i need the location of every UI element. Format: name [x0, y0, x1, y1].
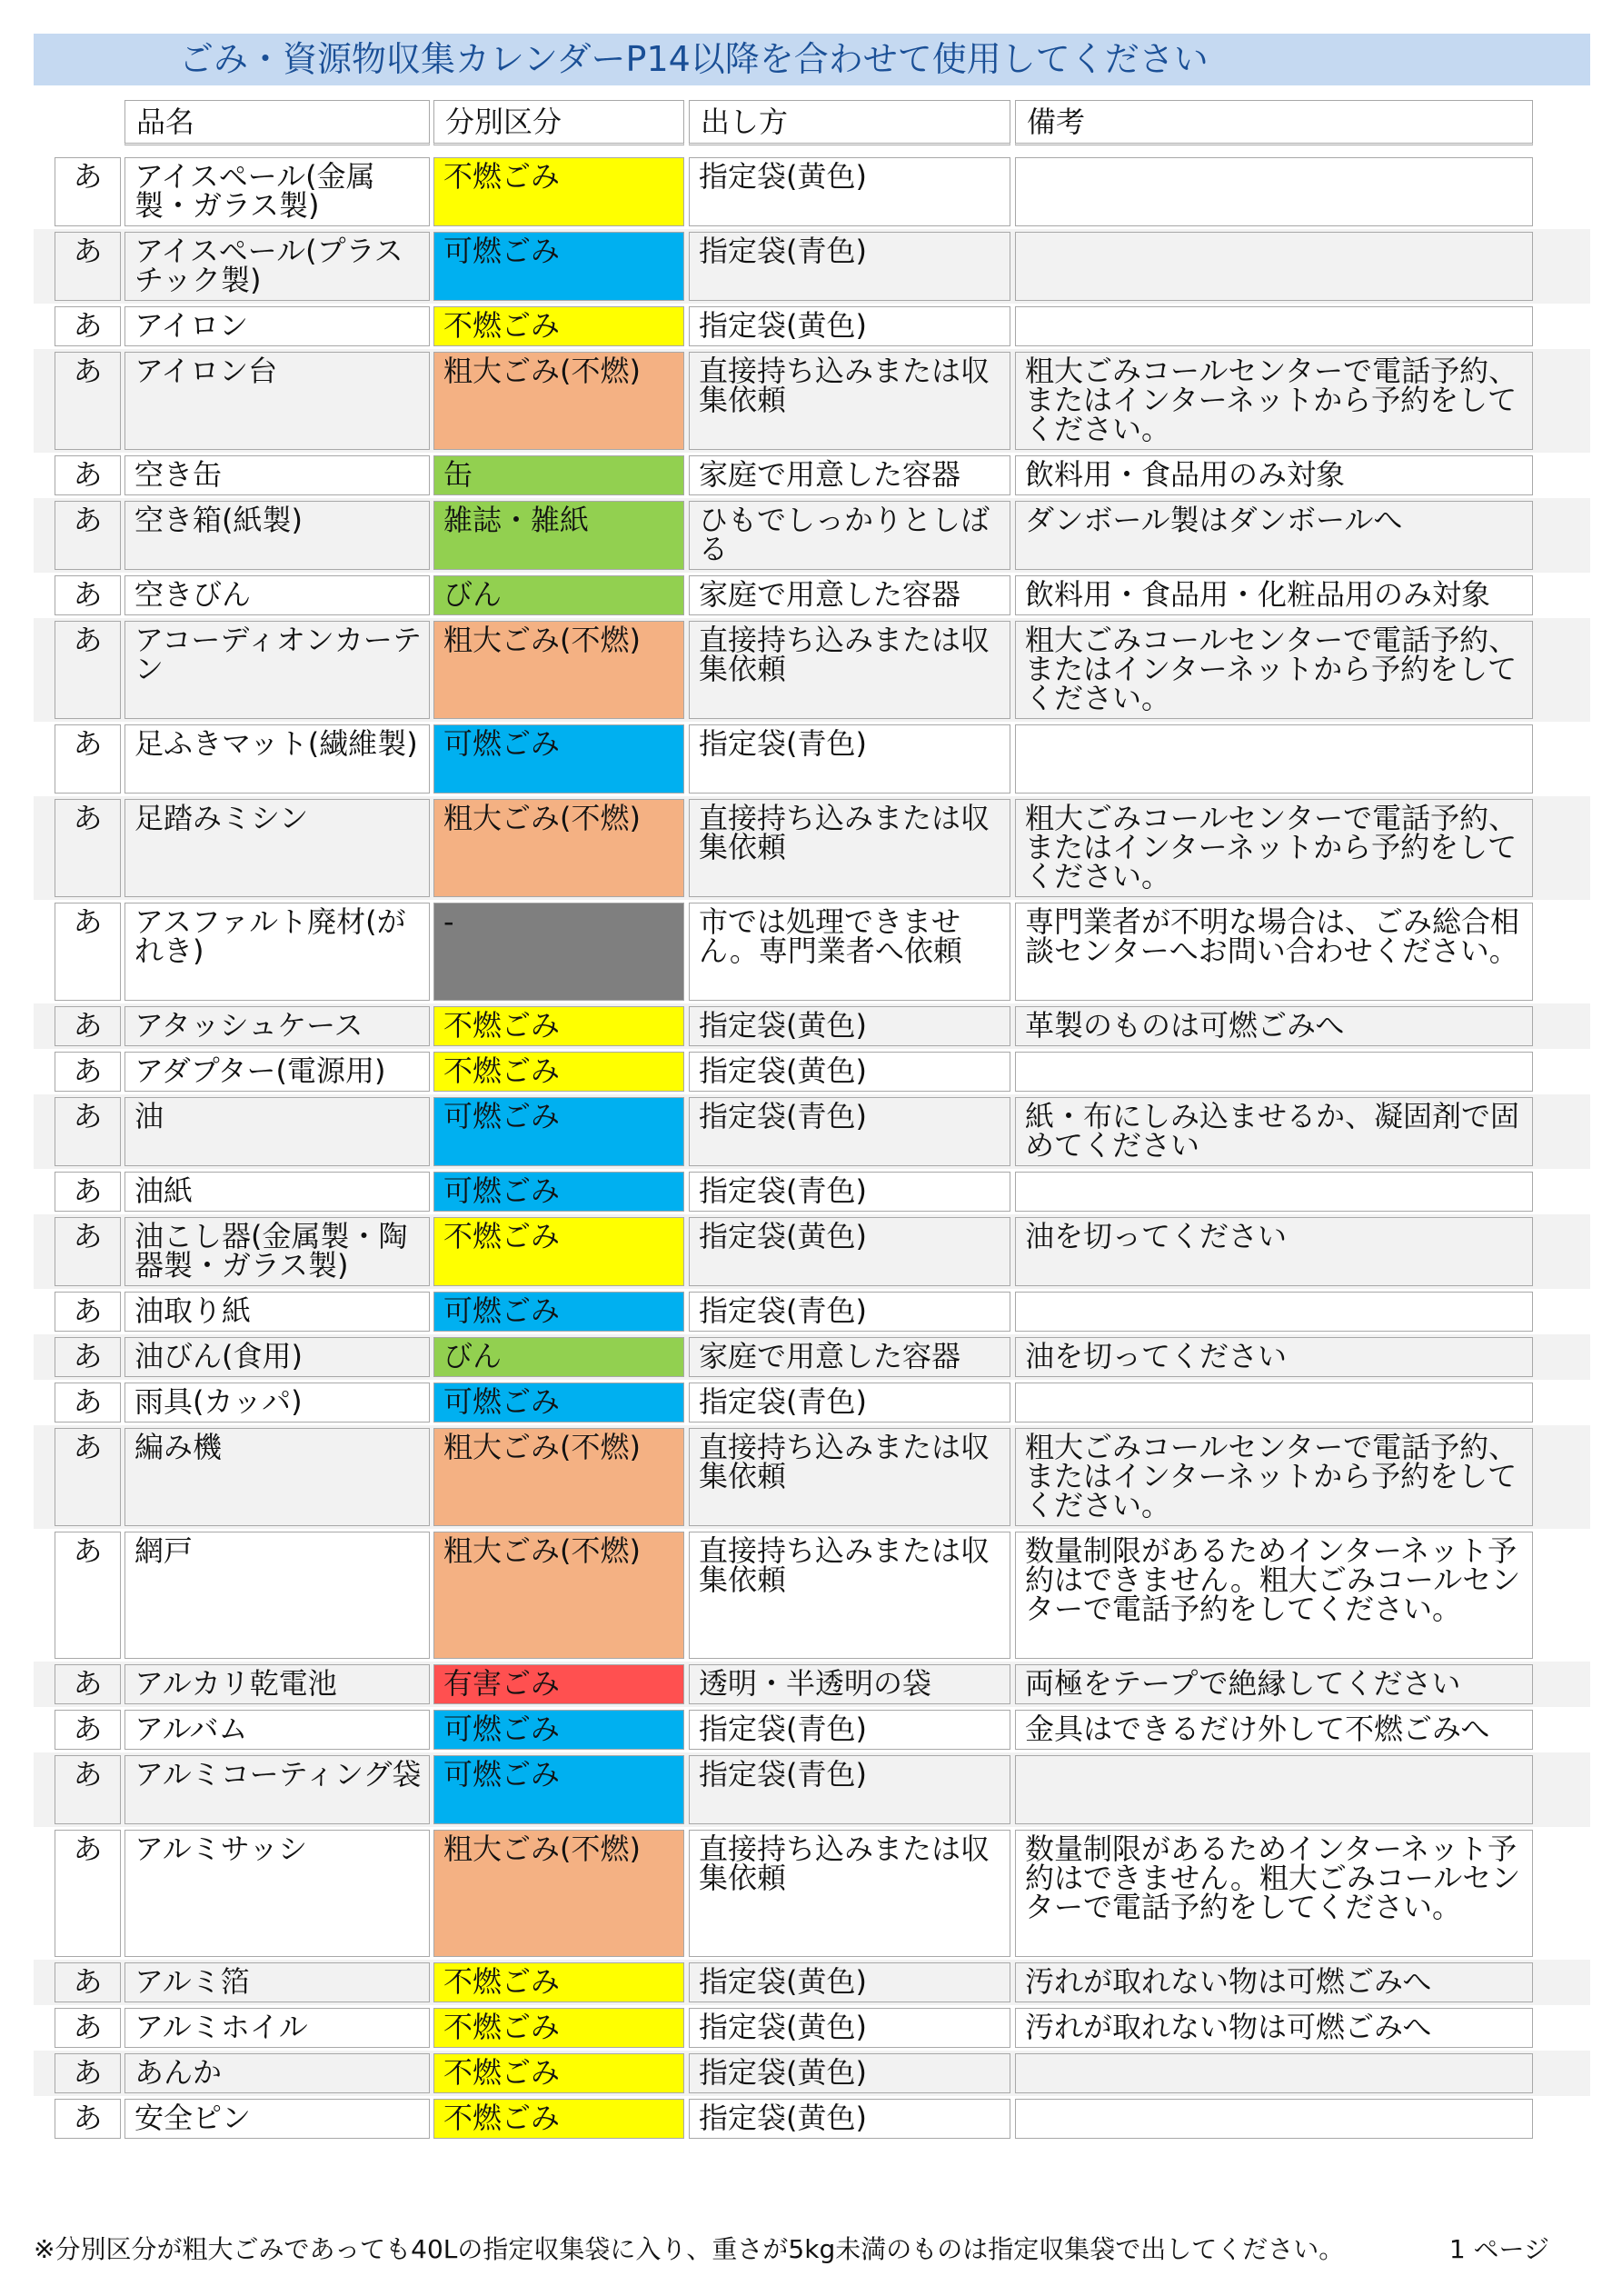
page-number: 1 ページ — [1448, 2234, 1549, 2264]
category-cell: 雑誌・雑紙 — [433, 501, 684, 570]
category-cell: 可燃ごみ — [433, 1097, 684, 1166]
item-name-cell: 網戸 — [124, 1532, 430, 1659]
header-method: 出し方 — [689, 100, 1010, 145]
method-cell: 指定袋(青色) — [689, 1755, 1010, 1824]
method-cell: 直接持ち込みまたは収集依頼 — [689, 1428, 1010, 1526]
item-name-cell: アルバム — [124, 1710, 430, 1750]
kana-cell: あ — [55, 575, 121, 615]
item-name-cell: 油紙 — [124, 1172, 430, 1212]
kana-cell: あ — [55, 724, 121, 794]
item-name-cell: アタッシュケース — [124, 1006, 430, 1046]
category-cell: 可燃ごみ — [433, 1710, 684, 1750]
kana-cell: あ — [55, 352, 121, 450]
kana-cell: あ — [55, 1710, 121, 1750]
item-name-cell: 空きびん — [124, 575, 430, 615]
kana-cell: あ — [55, 1428, 121, 1526]
table-row — [34, 618, 1590, 722]
item-name-cell: アルカリ乾電池 — [124, 1664, 430, 1704]
note-cell — [1015, 1052, 1533, 1092]
header-category: 分別区分 — [433, 100, 684, 145]
table-row — [34, 1334, 1590, 1380]
note-cell: 油を切ってください — [1015, 1217, 1533, 1286]
method-cell: ひもでしっかりとしばる — [689, 501, 1010, 570]
note-cell: 数量制限があるためインターネット予約はできません。粗大ごみコールセンターで電話予約をしてください。 — [1015, 1830, 1533, 1957]
table-row — [34, 1827, 1590, 1960]
category-cell: 粗大ごみ(不燃) — [433, 352, 684, 450]
item-name-cell: 空き箱(紙製) — [124, 501, 430, 570]
kana-cell: あ — [55, 1337, 121, 1377]
method-cell: 指定袋(黄色) — [689, 1217, 1010, 1286]
table-row — [34, 1094, 1590, 1169]
note-cell — [1015, 1172, 1533, 1212]
table-row — [34, 573, 1590, 618]
method-cell: 指定袋(黄色) — [689, 2099, 1010, 2139]
kana-cell: あ — [55, 1383, 121, 1423]
category-cell: 可燃ごみ — [433, 1172, 684, 1212]
table-row — [34, 1752, 1590, 1827]
method-cell: 家庭で用意した容器 — [689, 1337, 1010, 1377]
header-note: 備考 — [1015, 100, 1533, 145]
category-cell: 不燃ごみ — [433, 157, 684, 226]
note-cell: 汚れが取れない物は可燃ごみへ — [1015, 1962, 1533, 2002]
table-row — [34, 2051, 1590, 2096]
table-row — [34, 1380, 1590, 1425]
item-name-cell: 足ふきマット(繊維製) — [124, 724, 430, 794]
category-cell: 可燃ごみ — [433, 1292, 684, 1332]
kana-cell: あ — [55, 1006, 121, 1046]
category-cell: 缶 — [433, 455, 684, 495]
note-cell — [1015, 2053, 1533, 2093]
category-cell: 有害ごみ — [433, 1664, 684, 1704]
note-cell: 金具はできるだけ外して不燃ごみへ — [1015, 1710, 1533, 1750]
method-cell: 市では処理できません。専門業者へ依頼 — [689, 903, 1010, 1001]
method-cell: 指定袋(青色) — [689, 1097, 1010, 1166]
method-cell: 指定袋(青色) — [689, 1292, 1010, 1332]
method-cell: 指定袋(黄色) — [689, 306, 1010, 346]
note-cell — [1015, 2099, 1533, 2139]
table-row — [34, 1169, 1590, 1214]
method-cell: 指定袋(青色) — [689, 1172, 1010, 1212]
table-header — [34, 100, 1590, 147]
category-cell: 粗大ごみ(不燃) — [433, 621, 684, 719]
note-cell: 油を切ってください — [1015, 1337, 1533, 1377]
method-cell: 指定袋(青色) — [689, 724, 1010, 794]
kana-cell: あ — [55, 1292, 121, 1332]
kana-cell: あ — [55, 1962, 121, 2002]
note-cell: 飲料用・食品用・化粧品用のみ対象 — [1015, 575, 1533, 615]
table-row — [34, 2005, 1590, 2051]
note-cell: 汚れが取れない物は可燃ごみへ — [1015, 2008, 1533, 2048]
table-row — [34, 900, 1590, 1003]
table-row — [34, 1003, 1590, 1049]
method-cell: 家庭で用意した容器 — [689, 455, 1010, 495]
item-name-cell: アコーディオンカーテン — [124, 621, 430, 719]
kana-cell: あ — [55, 1532, 121, 1659]
item-name-cell: 空き缶 — [124, 455, 430, 495]
kana-cell: あ — [55, 1217, 121, 1286]
kana-cell: あ — [55, 1052, 121, 1092]
item-name-cell: 安全ピン — [124, 2099, 430, 2139]
table-row — [34, 2096, 1590, 2141]
item-name-cell: アイロン — [124, 306, 430, 346]
item-name-cell: アイスペール(プラスチック製) — [124, 232, 430, 301]
method-cell: 指定袋(青色) — [689, 1710, 1010, 1750]
note-cell — [1015, 1383, 1533, 1423]
method-cell: 指定袋(青色) — [689, 1383, 1010, 1423]
category-cell: - — [433, 903, 684, 1001]
kana-cell: あ — [55, 1755, 121, 1824]
note-cell — [1015, 232, 1533, 301]
note-cell: 飲料用・食品用のみ対象 — [1015, 455, 1533, 495]
method-cell: 家庭で用意した容器 — [689, 575, 1010, 615]
item-name-cell: アルミコーティング袋 — [124, 1755, 430, 1824]
kana-cell: あ — [55, 903, 121, 1001]
table-row — [34, 1529, 1590, 1662]
category-cell: 不燃ごみ — [433, 306, 684, 346]
category-cell: 不燃ごみ — [433, 2099, 684, 2139]
note-cell: 両極をテープで絶縁してください — [1015, 1664, 1533, 1704]
note-cell: 粗大ごみコールセンターで電話予約、またはインターネットから予約をしてください。 — [1015, 352, 1533, 450]
category-cell: 不燃ごみ — [433, 1006, 684, 1046]
kana-cell: あ — [55, 621, 121, 719]
note-cell: 粗大ごみコールセンターで電話予約、またはインターネットから予約をしてください。 — [1015, 621, 1533, 719]
item-name-cell: アイスペール(金属製・ガラス製) — [124, 157, 430, 226]
method-cell: 指定袋(黄色) — [689, 157, 1010, 226]
page-title: ごみ・資源物収集カレンダーP14以降を合わせて使用してください — [179, 39, 1209, 79]
item-name-cell: アルミ箔 — [124, 1962, 430, 2002]
item-name-cell: アダプター(電源用) — [124, 1052, 430, 1092]
method-cell: 直接持ち込みまたは収集依頼 — [689, 352, 1010, 450]
method-cell: 指定袋(青色) — [689, 232, 1010, 301]
table-row — [34, 1289, 1590, 1334]
method-cell: 指定袋(黄色) — [689, 2053, 1010, 2093]
note-cell: ダンボール製はダンボールへ — [1015, 501, 1533, 570]
note-cell: 紙・布にしみ込ませるか、凝固剤で固めてください — [1015, 1097, 1533, 1166]
table-row — [34, 155, 1590, 229]
header-name: 品名 — [124, 100, 430, 145]
item-name-cell: 油 — [124, 1097, 430, 1166]
item-name-cell: アスファルト廃材(がれき) — [124, 903, 430, 1001]
method-cell: 直接持ち込みまたは収集依頼 — [689, 799, 1010, 897]
note-cell — [1015, 306, 1533, 346]
kana-cell: あ — [55, 2008, 121, 2048]
table-row — [34, 304, 1590, 349]
item-name-cell: アルミホイル — [124, 2008, 430, 2048]
category-cell: 可燃ごみ — [433, 1755, 684, 1824]
category-cell: 不燃ごみ — [433, 1217, 684, 1286]
method-cell: 直接持ち込みまたは収集依頼 — [689, 1532, 1010, 1659]
item-name-cell: 油びん(食用) — [124, 1337, 430, 1377]
method-cell: 指定袋(黄色) — [689, 1006, 1010, 1046]
table-row — [34, 1049, 1590, 1094]
kana-cell: あ — [55, 501, 121, 570]
item-name-cell: アイロン台 — [124, 352, 430, 450]
note-cell: 粗大ごみコールセンターで電話予約、またはインターネットから予約をしてください。 — [1015, 1428, 1533, 1526]
note-cell: 専門業者が不明な場合は、ごみ総合相談センターへお問い合わせください。 — [1015, 903, 1533, 1001]
table-row — [34, 1425, 1590, 1529]
kana-cell: あ — [55, 799, 121, 897]
table-row — [34, 722, 1590, 796]
kana-cell: あ — [55, 157, 121, 226]
item-name-cell: 油こし器(金属製・陶器製・ガラス製) — [124, 1217, 430, 1286]
category-cell: 不燃ごみ — [433, 2053, 684, 2093]
item-name-cell: アルミサッシ — [124, 1830, 430, 1957]
category-cell: 粗大ごみ(不燃) — [433, 1532, 684, 1659]
footer — [34, 2231, 1590, 2268]
table-row — [34, 1707, 1590, 1752]
method-cell: 透明・半透明の袋 — [689, 1664, 1010, 1704]
category-cell: 可燃ごみ — [433, 724, 684, 794]
method-cell: 直接持ち込みまたは収集依頼 — [689, 621, 1010, 719]
kana-cell: あ — [55, 306, 121, 346]
category-cell: びん — [433, 1337, 684, 1377]
item-name-cell: 雨具(カッパ) — [124, 1383, 430, 1423]
category-cell: 不燃ごみ — [433, 1962, 684, 2002]
kana-cell: あ — [55, 1097, 121, 1166]
kana-cell: あ — [55, 1172, 121, 1212]
table-row — [34, 349, 1590, 453]
category-cell: 可燃ごみ — [433, 1383, 684, 1423]
category-cell: 不燃ごみ — [433, 1052, 684, 1092]
category-cell: 可燃ごみ — [433, 232, 684, 301]
method-cell: 指定袋(黄色) — [689, 1962, 1010, 2002]
note-cell: 粗大ごみコールセンターで電話予約、またはインターネットから予約をしてください。 — [1015, 799, 1533, 897]
note-cell — [1015, 1292, 1533, 1332]
note-cell — [1015, 724, 1533, 794]
note-cell: 革製のものは可燃ごみへ — [1015, 1006, 1533, 1046]
category-cell: びん — [433, 575, 684, 615]
method-cell: 直接持ち込みまたは収集依頼 — [689, 1830, 1010, 1957]
footer-note: ※分別区分が粗大ごみであっても40Lの指定収集袋に入り、重さが5kg未満のものは指定収集袋で出してください。 — [34, 2234, 1345, 2264]
kana-cell: あ — [55, 455, 121, 495]
table-row — [34, 796, 1590, 900]
table-row — [34, 498, 1590, 573]
kana-cell: あ — [55, 2053, 121, 2093]
item-name-cell: 編み機 — [124, 1428, 430, 1526]
kana-cell: あ — [55, 1664, 121, 1704]
kana-cell: あ — [55, 1830, 121, 1957]
note-cell — [1015, 1755, 1533, 1824]
category-cell: 粗大ごみ(不燃) — [433, 799, 684, 897]
table-row — [34, 1960, 1590, 2005]
table-row — [34, 229, 1590, 304]
table-row — [34, 453, 1590, 498]
table-row — [34, 1662, 1590, 1707]
item-name-cell: あんか — [124, 2053, 430, 2093]
category-cell: 粗大ごみ(不燃) — [433, 1428, 684, 1526]
method-cell: 指定袋(黄色) — [689, 2008, 1010, 2048]
note-cell — [1015, 157, 1533, 226]
kana-cell: あ — [55, 2099, 121, 2139]
table-row — [34, 1214, 1590, 1289]
kana-cell: あ — [55, 232, 121, 301]
item-name-cell: 油取り紙 — [124, 1292, 430, 1332]
page-banner — [34, 34, 1590, 85]
note-cell: 数量制限があるためインターネット予約はできません。粗大ごみコールセンターで電話予約をしてください。 — [1015, 1532, 1533, 1659]
category-cell: 粗大ごみ(不燃) — [433, 1830, 684, 1957]
method-cell: 指定袋(黄色) — [689, 1052, 1010, 1092]
item-name-cell: 足踏みミシン — [124, 799, 430, 897]
category-cell: 不燃ごみ — [433, 2008, 684, 2048]
